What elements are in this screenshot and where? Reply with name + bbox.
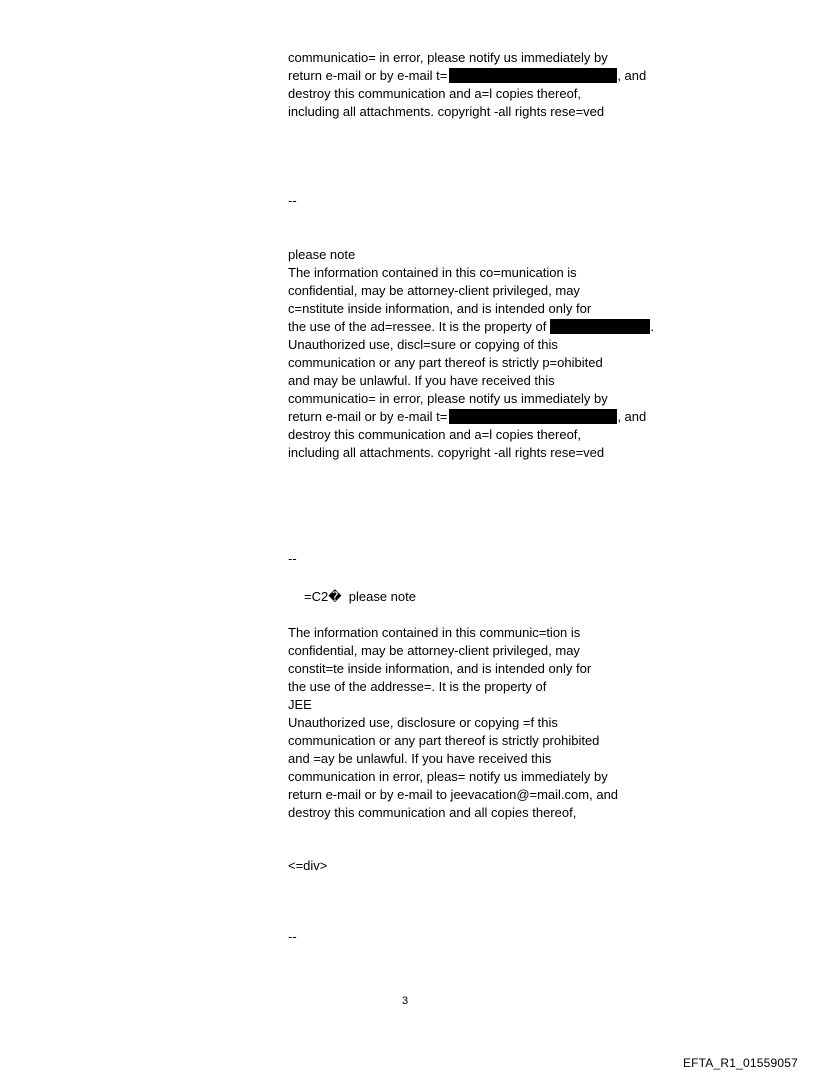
text-line: communication or any part thereof is strictly prohibited bbox=[288, 733, 600, 748]
div-tag-text: <=div> bbox=[288, 858, 328, 873]
text-line: destroy this communication and a=l copies thereof, bbox=[288, 427, 582, 442]
text-line: Unauthorized use, discl=sure or copying of this bbox=[288, 337, 558, 352]
text-line: communication in error, pleas= notify us immediately by bbox=[288, 769, 608, 784]
text-fragment: the use of the ad=ressee. It is the property of bbox=[288, 319, 547, 334]
text-line: destroy this communication and all copies thereof, bbox=[288, 805, 577, 820]
note-heading: please note bbox=[288, 247, 356, 262]
text-line: constit=te inside information, and is intended only for bbox=[288, 661, 592, 676]
text-line: destroy this communication and a=l copies thereof, bbox=[288, 86, 582, 101]
text-fragment: , and bbox=[617, 68, 647, 83]
text-fragment: return e-mail or by e-mail t= bbox=[288, 409, 448, 424]
text-line: communication or any part thereof is strictly p=ohibited bbox=[288, 355, 603, 370]
text-fragment: , and bbox=[617, 409, 647, 424]
redaction-box bbox=[550, 319, 650, 334]
text-line bbox=[288, 318, 654, 336]
separator: -- bbox=[288, 551, 297, 566]
text-line: and may be unlawful. If you have received this bbox=[288, 373, 555, 388]
bates-number: EFTA_R1_01559057 bbox=[682, 1056, 798, 1070]
redaction-box bbox=[449, 68, 617, 83]
separator: -- bbox=[288, 193, 297, 208]
text-fragment: return e-mail or by e-mail t= bbox=[288, 68, 448, 83]
text-line: communicatio= in error, please notify us immediately by bbox=[288, 391, 608, 406]
text-line: confidential, may be attorney-client privileged, may bbox=[288, 643, 580, 658]
text-line: return e-mail or by e-mail to jeevacation@=mail.com, and bbox=[288, 787, 619, 802]
text-line bbox=[288, 408, 646, 426]
text-line: confidential, may be attorney-client privileged, may bbox=[288, 283, 580, 298]
text-line: The information contained in this communic=tion is bbox=[288, 625, 581, 640]
text-line: JEE bbox=[288, 697, 312, 712]
text-line: including all attachments. copyright -all rights rese=ved bbox=[288, 104, 605, 119]
note-heading: =C2� please note bbox=[304, 589, 416, 604]
separator: -- bbox=[288, 929, 297, 944]
text-line: Unauthorized use, disclosure or copying =f this bbox=[288, 715, 558, 730]
text-line: The information contained in this co=munication is bbox=[288, 265, 577, 280]
text-line: including all attachments. copyright -all rights rese=ved bbox=[288, 445, 605, 460]
redaction-box bbox=[449, 409, 617, 424]
text-line: the use of the addresse=. It is the property of bbox=[288, 679, 547, 694]
text-line: c=nstitute inside information, and is intended only for bbox=[288, 301, 592, 316]
text-line: communicatio= in error, please notify us immediately by bbox=[288, 50, 608, 65]
page-number: 3 bbox=[402, 995, 409, 1007]
text-line: and =ay be unlawful. If you have received this bbox=[288, 751, 552, 766]
text-line bbox=[288, 67, 646, 85]
text-fragment: . bbox=[650, 319, 654, 334]
